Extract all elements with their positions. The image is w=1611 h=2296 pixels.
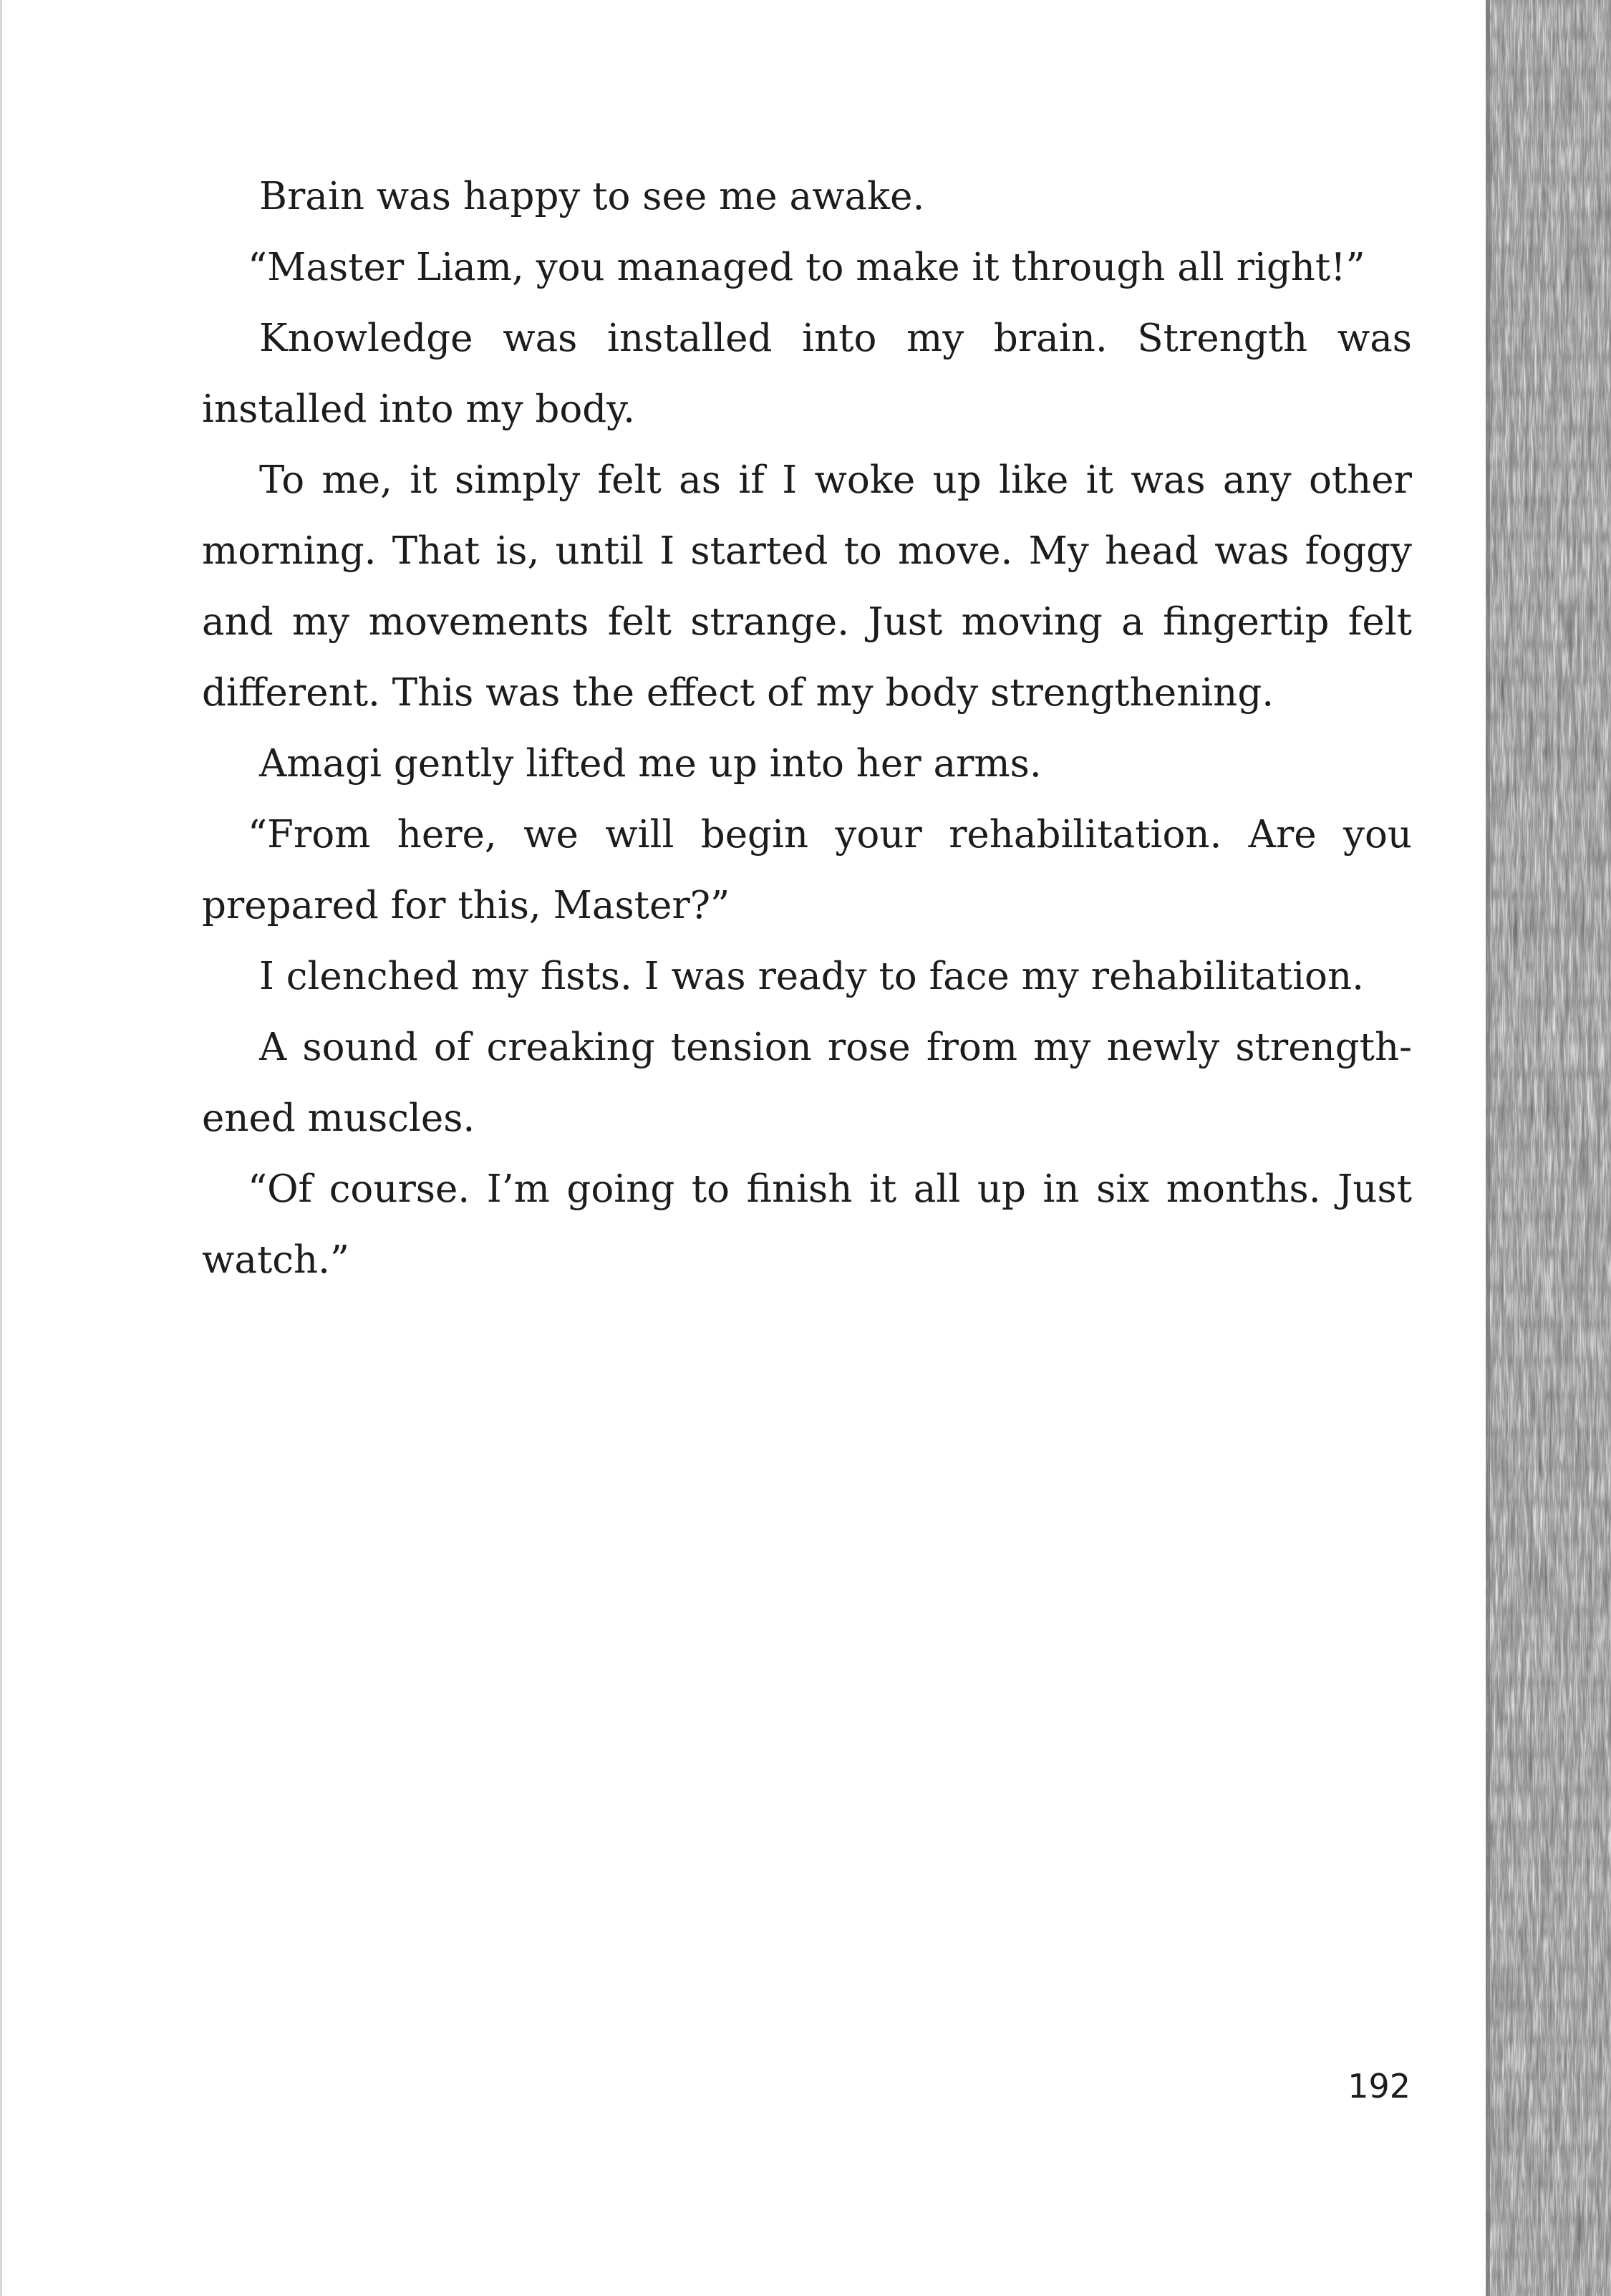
edge-texture <box>1486 0 1611 2296</box>
page-number: 192 <box>1348 2067 1411 2106</box>
paragraph: To me, it simply felt as if I woke up like it was any other morning. That is, until I started to move. My head was foggy and my movements felt strange. Just moving a fingertip felt different. This was the effect of my body strengthening. <box>202 458 1412 715</box>
paragraph: Knowledge was installed into my brain. Strength was installed into my body. <box>202 317 1412 431</box>
paragraph: Brain was happy to see me awake. <box>259 175 925 218</box>
page-left-edge <box>0 0 2 2296</box>
paragraph: “From here, we will begin your rehabilitation. Are you prepared for this, Master?” <box>202 813 1412 927</box>
body-text <box>202 161 1412 1296</box>
paragraph: A sound of creaking tension rose from my newly strengthened muscles. <box>202 1026 1412 1140</box>
textured-edge-strip <box>1486 0 1611 2296</box>
paragraph: Amagi gently lifted me up into her arms. <box>259 742 1042 786</box>
paragraph: I clenched my fists. I was ready to face my rehabilitation. <box>259 955 1364 998</box>
paragraph: “Of course. I’m going to finish it all up in six months. Just watch.” <box>202 1167 1412 1282</box>
paragraph: “Master Liam, you managed to make it through all right!” <box>248 246 1365 289</box>
